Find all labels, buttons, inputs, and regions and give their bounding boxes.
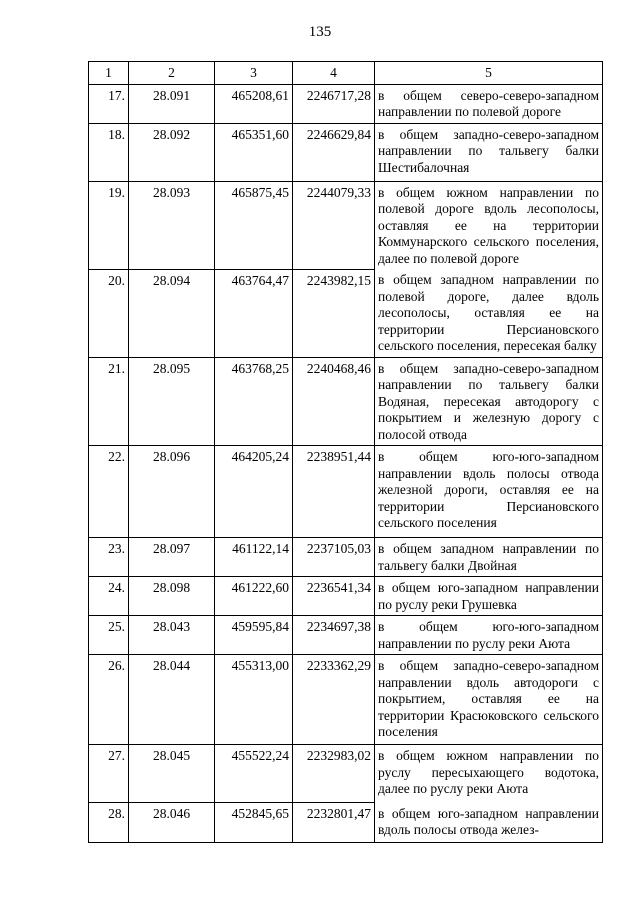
table-row bbox=[89, 655, 603, 745]
boundary-description: в общем юго-западном направлении вдоль полосы отвода желез- bbox=[375, 803, 603, 843]
boundary-description: в общем западном направлении по полевой дороге, далее вдоль лесополосы, оставляя ее на территории Персиановского сельского поселения, пересекая балку bbox=[375, 269, 603, 357]
boundary-description: в общем западно-северо-западном направлении по тальвегу балки Водяная, пересекая автодорогу с покрытием и железную дорогу с полосой отвода bbox=[375, 357, 603, 446]
y-coordinate: 2236541,34 bbox=[293, 577, 375, 616]
x-coordinate: 455313,00 bbox=[215, 655, 293, 745]
point-id: 28.097 bbox=[129, 538, 215, 577]
table-row bbox=[89, 538, 603, 577]
y-coordinate: 2244079,33 bbox=[293, 181, 375, 269]
table-row bbox=[89, 181, 603, 269]
table-row bbox=[89, 616, 603, 655]
point-id: 28.096 bbox=[129, 446, 215, 538]
row-number: 27. bbox=[89, 745, 129, 803]
point-id: 28.093 bbox=[129, 181, 215, 269]
y-coordinate: 2234697,38 bbox=[293, 616, 375, 655]
point-id: 28.092 bbox=[129, 123, 215, 181]
table-row bbox=[89, 803, 603, 843]
header-cell-2: 2 bbox=[129, 62, 215, 85]
boundary-description: в общем юго-западном направлении по руслу реки Грушевка bbox=[375, 577, 603, 616]
point-id: 28.046 bbox=[129, 803, 215, 843]
boundary-description: в общем западно-северо-западном направлении по тальвегу балки Шестибалочная bbox=[375, 123, 603, 181]
y-coordinate: 2240468,46 bbox=[293, 357, 375, 446]
x-coordinate: 461222,60 bbox=[215, 577, 293, 616]
y-coordinate: 2246629,84 bbox=[293, 123, 375, 181]
boundary-description: в общем западном направлении по тальвегу балки Двойная bbox=[375, 538, 603, 577]
row-number: 24. bbox=[89, 577, 129, 616]
row-number: 17. bbox=[89, 84, 129, 123]
header-cell-5: 5 bbox=[375, 62, 603, 85]
point-id: 28.098 bbox=[129, 577, 215, 616]
y-coordinate: 2238951,44 bbox=[293, 446, 375, 538]
x-coordinate: 459595,84 bbox=[215, 616, 293, 655]
y-coordinate: 2243982,15 bbox=[293, 269, 375, 357]
x-coordinate: 452845,65 bbox=[215, 803, 293, 843]
boundary-description: в общем юго-юго-западном направлении по руслу реки Аюта bbox=[375, 616, 603, 655]
row-number: 23. bbox=[89, 538, 129, 577]
x-coordinate: 465351,60 bbox=[215, 123, 293, 181]
row-number: 19. bbox=[89, 181, 129, 269]
table-row bbox=[89, 577, 603, 616]
header-cell-4: 4 bbox=[293, 62, 375, 85]
point-id: 28.045 bbox=[129, 745, 215, 803]
row-number: 20. bbox=[89, 269, 129, 357]
y-coordinate: 2232983,02 bbox=[293, 745, 375, 803]
row-number: 28. bbox=[89, 803, 129, 843]
table-row bbox=[89, 446, 603, 538]
boundary-description: в общем южном направлении по полевой дороге вдоль лесополосы, оставляя ее на территории Коммунарского сельского поселения, далее по полевой дороге bbox=[375, 181, 603, 269]
table-row bbox=[89, 84, 603, 123]
y-coordinate: 2246717,28 bbox=[293, 84, 375, 123]
row-number: 18. bbox=[89, 123, 129, 181]
table-row bbox=[89, 123, 603, 181]
x-coordinate: 463768,25 bbox=[215, 357, 293, 446]
point-id: 28.043 bbox=[129, 616, 215, 655]
row-number: 22. bbox=[89, 446, 129, 538]
table-row bbox=[89, 745, 603, 803]
boundary-description: в общем южном направлении по руслу пересыхающего водотока, далее по руслу реки Аюта bbox=[375, 745, 603, 803]
boundary-description: в общем юго-юго-западном направлении вдоль полосы отвода железной дороги, оставляя ее на территории Персиановского сельского поселения bbox=[375, 446, 603, 538]
row-number: 26. bbox=[89, 655, 129, 745]
x-coordinate: 465875,45 bbox=[215, 181, 293, 269]
x-coordinate: 464205,24 bbox=[215, 446, 293, 538]
page-number: 135 bbox=[308, 24, 332, 40]
row-number: 25. bbox=[89, 616, 129, 655]
y-coordinate: 2237105,03 bbox=[293, 538, 375, 577]
row-number: 21. bbox=[89, 357, 129, 446]
point-id: 28.091 bbox=[129, 84, 215, 123]
boundary-table bbox=[88, 61, 603, 843]
point-id: 28.044 bbox=[129, 655, 215, 745]
point-id: 28.095 bbox=[129, 357, 215, 446]
header-cell-3: 3 bbox=[215, 62, 293, 85]
y-coordinate: 2233362,29 bbox=[293, 655, 375, 745]
x-coordinate: 455522,24 bbox=[215, 745, 293, 803]
boundary-description: в общем северо-северо-западном направлении по полевой дороге bbox=[375, 84, 603, 123]
x-coordinate: 461122,14 bbox=[215, 538, 293, 577]
y-coordinate: 2232801,47 bbox=[293, 803, 375, 843]
header-row bbox=[89, 62, 603, 85]
table-row bbox=[89, 269, 603, 357]
point-id: 28.094 bbox=[129, 269, 215, 357]
boundary-description: в общем западно-северо-западном направлении вдоль автодороги с покрытием, оставляя ее на территории Красюковского сельского поселения bbox=[375, 655, 603, 745]
x-coordinate: 463764,47 bbox=[215, 269, 293, 357]
header-cell-1: 1 bbox=[89, 62, 129, 85]
table-row bbox=[89, 357, 603, 446]
x-coordinate: 465208,61 bbox=[215, 84, 293, 123]
